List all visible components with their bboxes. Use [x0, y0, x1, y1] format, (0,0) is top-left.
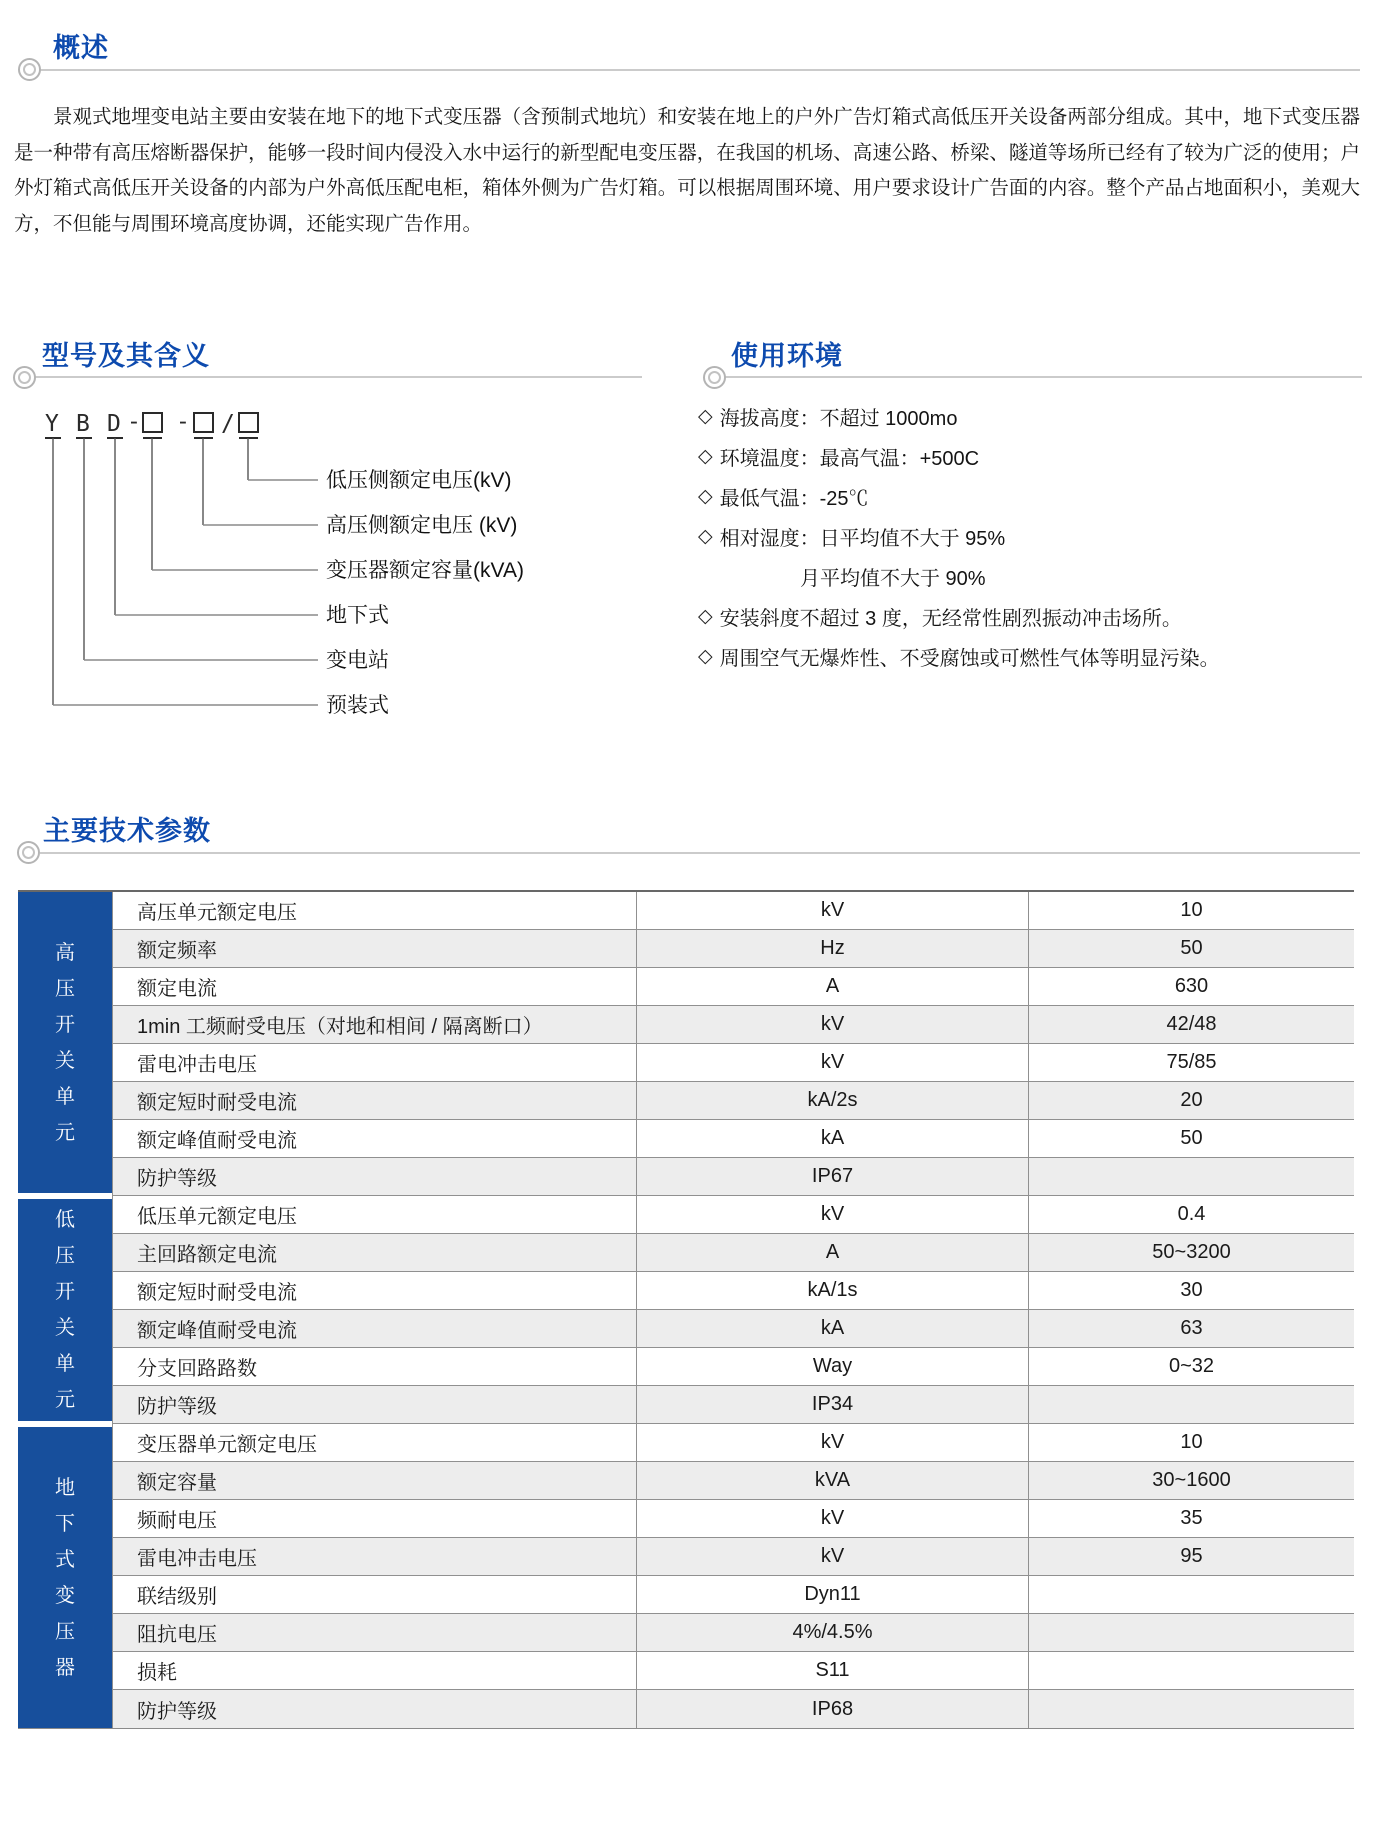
table-cell-parameter: 频耐电压	[112, 1500, 636, 1538]
table-group-label-char: 下	[55, 1512, 75, 1535]
table-cell-unit: kV	[636, 1006, 1028, 1044]
table-cell-unit: kVA	[636, 1462, 1028, 1500]
section-marker-icon	[13, 366, 36, 389]
code-meaning-label: 变压器额定容量(kVA)	[326, 559, 524, 582]
environment-item-text: 相对湿度：日平均值不大于 95%	[719, 527, 1006, 550]
table-cell-value	[1028, 1614, 1354, 1652]
table-cell-parameter: 额定容量	[112, 1462, 636, 1500]
diamond-bullet-icon: ◇	[698, 525, 713, 547]
diamond-bullet-icon: ◇	[698, 645, 713, 667]
table-cell-value: 75/85	[1028, 1044, 1354, 1082]
table-group-label-char: 开	[55, 1013, 75, 1036]
overview-title: 概述	[53, 33, 109, 63]
table-cell-value: 0~32	[1028, 1348, 1354, 1386]
table-cell-parameter: 损耗	[112, 1652, 636, 1690]
table-cell-value	[1028, 1652, 1354, 1690]
table-cell-unit: kV	[636, 1424, 1028, 1462]
table-group-label-char: 高	[55, 941, 75, 964]
table-cell-value	[1028, 1386, 1354, 1424]
table-cell-unit: 4%/4.5%	[636, 1614, 1028, 1652]
model-code-diagram	[0, 400, 700, 735]
table-cell-parameter: 防护等级	[112, 1158, 636, 1196]
table-cell-value: 50	[1028, 930, 1354, 968]
code-separator: -	[127, 409, 141, 435]
table-cell-parameter: 分支回路路数	[112, 1348, 636, 1386]
table-cell-unit: IP68	[636, 1690, 1028, 1728]
environment-item	[698, 396, 1373, 436]
table-group-label-char: 压	[55, 1245, 75, 1267]
code-separator: -	[176, 409, 190, 435]
table-group-label	[18, 1427, 112, 1728]
table-group-label-char: 单	[55, 1085, 75, 1108]
table-cell-unit: IP34	[636, 1386, 1028, 1424]
table-cell-parameter: 阻抗电压	[112, 1614, 636, 1652]
table-cell-unit: Hz	[636, 930, 1028, 968]
table-cell-unit: Way	[636, 1348, 1028, 1386]
table-cell-unit: A	[636, 1234, 1028, 1272]
section-divider	[724, 376, 1362, 378]
table-group-label-char: 器	[55, 1656, 75, 1679]
table-cell-parameter: 额定短时耐受电流	[112, 1272, 636, 1310]
table-group-label-char: 元	[55, 1121, 75, 1144]
code-meaning-label: 低压侧额定电压(kV)	[326, 469, 512, 492]
environment-item-text: 安装斜度不超过 3 度，无经常性剧烈振动冲击场所。	[719, 607, 1182, 630]
environment-title: 使用环境	[731, 341, 843, 371]
environment-item-text: 月平均值不大于 90%	[800, 567, 986, 590]
table-cell-parameter: 主回路额定电流	[112, 1234, 636, 1272]
table-group-label-char: 压	[55, 977, 75, 1000]
diamond-bullet-icon: ◇	[698, 485, 713, 507]
code-box-placeholder	[194, 413, 213, 432]
section-divider	[40, 69, 1360, 71]
environment-item-text: 周围空气无爆炸性、不受腐蚀或可燃性气体等明显污染。	[719, 647, 1220, 670]
table-group-label-char: 式	[55, 1548, 75, 1571]
table-cell-value: 42/48	[1028, 1006, 1354, 1044]
table-cell-parameter: 高压单元额定电压	[112, 892, 636, 930]
table-group-label-char: 变	[55, 1584, 75, 1607]
table-cell-value	[1028, 1690, 1354, 1728]
section-divider	[40, 852, 1360, 854]
table-cell-unit: kA/2s	[636, 1082, 1028, 1120]
diamond-bullet-icon: ◇	[698, 605, 713, 627]
environment-item	[698, 636, 1373, 676]
code-box-placeholder	[239, 413, 258, 432]
section-marker-icon	[17, 841, 40, 864]
table-cell-value: 50	[1028, 1120, 1354, 1158]
table-group-label	[18, 1199, 112, 1421]
table-cell-value: 30~1600	[1028, 1462, 1354, 1500]
code-separator: /	[221, 411, 235, 437]
model-title: 型号及其含义	[42, 341, 210, 371]
table-cell-unit: kA	[636, 1120, 1028, 1158]
table-cell-parameter: 防护等级	[112, 1690, 636, 1728]
table-cell-parameter: 雷电冲击电压	[112, 1044, 636, 1082]
code-meaning-label: 地下式	[326, 604, 389, 627]
table-group-label-char: 开	[55, 1281, 75, 1303]
table-cell-unit: kV	[636, 1196, 1028, 1234]
code-meaning-label: 高压侧额定电压 (kV)	[326, 514, 518, 537]
table-cell-value: 630	[1028, 968, 1354, 1006]
table-cell-unit: kV	[636, 1500, 1028, 1538]
table-cell-unit: A	[636, 968, 1028, 1006]
table-cell-parameter: 额定频率	[112, 930, 636, 968]
table-cell-parameter: 额定峰值耐受电流	[112, 1120, 636, 1158]
table-cell-value: 10	[1028, 1424, 1354, 1462]
table-group-label-char: 压	[55, 1620, 75, 1643]
table-cell-unit: kV	[636, 892, 1028, 930]
parameters-title: 主要技术参数	[43, 816, 211, 846]
table-group-label-char: 低	[55, 1209, 75, 1231]
table-group-label-char: 单	[55, 1353, 75, 1375]
table-cell-unit: kA/1s	[636, 1272, 1028, 1310]
parameters-table	[18, 890, 1354, 1729]
table-group-label-char: 元	[55, 1389, 75, 1411]
table-cell-value: 20	[1028, 1082, 1354, 1120]
environment-list	[698, 396, 1373, 676]
table-group-label-char: 关	[55, 1049, 75, 1072]
table-cell-unit: kA	[636, 1310, 1028, 1348]
table-cell-value: 0.4	[1028, 1196, 1354, 1234]
code-letter: D	[107, 411, 121, 437]
code-meaning-label: 预装式	[326, 694, 389, 717]
environment-item	[698, 516, 1373, 556]
table-group-label	[18, 892, 112, 1193]
table-cell-parameter: 1min 工频耐受电压（对地和相间 / 隔离断口）	[112, 1006, 636, 1044]
table-cell-parameter: 防护等级	[112, 1386, 636, 1424]
table-cell-value	[1028, 1158, 1354, 1196]
code-box-placeholder	[143, 413, 162, 432]
environment-item-text: 环境温度：最高气温：+500C	[719, 447, 980, 470]
section-marker-icon	[18, 58, 41, 81]
environment-item-text: 海拔高度：不超过 1000mo	[719, 407, 958, 430]
section-divider	[34, 376, 642, 378]
table-cell-value: 35	[1028, 1500, 1354, 1538]
environment-item	[698, 596, 1373, 636]
table-cell-parameter: 雷电冲击电压	[112, 1538, 636, 1576]
table-cell-value: 63	[1028, 1310, 1354, 1348]
overview-paragraph: 景观式地埋变电站主要由安装在地下的地下式变压器（含预制式地坑）和安装在地上的户外广告灯箱式高低压开关设备两部分组成。其中，地下式变压器是一种带有高压熔断器保护，能够一段时间内侵没入水中运行的新型配电变压器，在我国的机场、高速公路、桥梁、隧道等场所已经有了较为广泛的使用；户外灯箱式高低压开关设备的内部为户外高低压配电柜，箱体外侧为广告灯箱。可以根据周围环境、用户要求设计广告面的内容。整个产品占地面积小，美观大方，不但能与周围环境高度协调，还能实现广告作用。	[14, 106, 1360, 235]
table-cell-value: 95	[1028, 1538, 1354, 1576]
table-group-label-char: 关	[55, 1317, 75, 1339]
table-cell-parameter: 低压单元额定电压	[112, 1196, 636, 1234]
diamond-bullet-icon: ◇	[698, 405, 713, 427]
table-group-label-char: 地	[55, 1476, 75, 1499]
table-cell-unit: kV	[636, 1538, 1028, 1576]
table-cell-parameter: 额定电流	[112, 968, 636, 1006]
table-cell-value	[1028, 1576, 1354, 1614]
table-cell-parameter: 变压器单元额定电压	[112, 1424, 636, 1462]
table-cell-parameter: 联结级别	[112, 1576, 636, 1614]
table-cell-parameter: 额定短时耐受电流	[112, 1082, 636, 1120]
environment-item-text: 最低气温：-25℃	[719, 487, 869, 510]
table-cell-unit: kV	[636, 1044, 1028, 1082]
environment-item	[698, 436, 1373, 476]
table-cell-parameter: 额定峰值耐受电流	[112, 1310, 636, 1348]
section-marker-icon	[703, 366, 726, 389]
table-cell-unit: Dyn11	[636, 1576, 1028, 1614]
code-meaning-label: 变电站	[326, 649, 389, 672]
table-cell-value: 10	[1028, 892, 1354, 930]
environment-item	[698, 476, 1373, 516]
code-letter: B	[76, 411, 90, 437]
code-letter: Y	[45, 411, 59, 437]
environment-item-continuation	[698, 556, 1373, 596]
table-cell-unit: S11	[636, 1652, 1028, 1690]
diamond-bullet-icon: ◇	[698, 445, 713, 467]
table-cell-value: 50~3200	[1028, 1234, 1354, 1272]
table-cell-value: 30	[1028, 1272, 1354, 1310]
table-cell-unit: IP67	[636, 1158, 1028, 1196]
